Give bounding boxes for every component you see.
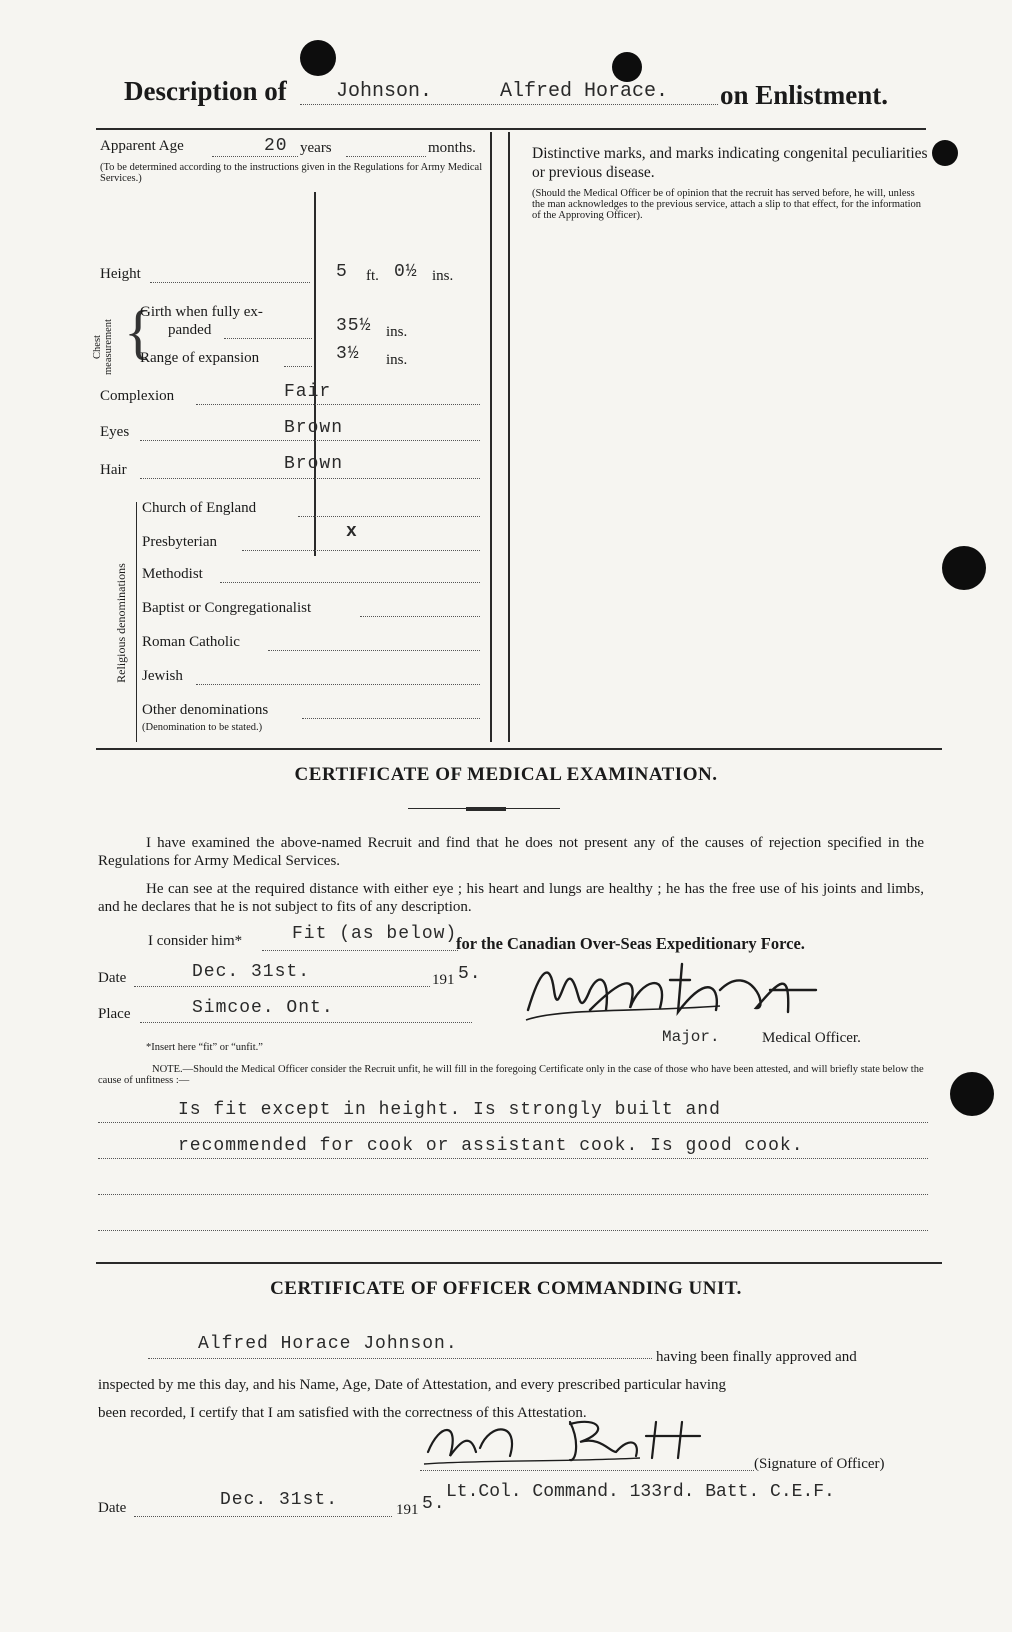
officer-year-digit: 5. — [422, 1494, 446, 1514]
range-value: 3½ — [336, 344, 360, 364]
eyes-label: Eyes — [100, 424, 130, 440]
medical-title-rule-center — [466, 807, 506, 811]
ft-label: ft. — [366, 268, 379, 284]
religion-item: Presbyterian — [142, 534, 217, 550]
marks-note: (Should the Medical Officer be of opinion that the recruit has served before, he will, unless the man acknowledges to the previous service, attach a slip to that effect, for the information of the Approving Officer). — [532, 188, 922, 221]
officer-text-a: having been finally approved and — [656, 1349, 857, 1365]
medical-role: Medical Officer. — [762, 1030, 861, 1046]
remarks-line — [98, 1158, 928, 1159]
header-line — [300, 104, 718, 105]
top-rule — [96, 128, 926, 130]
medical-para1: I have examined the above-named Recruit and find that he does not present any of the causes of rejection specified in the Regulations for Army Medical Services. — [98, 835, 924, 869]
religion-item: Other denominations — [142, 702, 269, 718]
religion-item: Methodist — [142, 566, 203, 582]
girth-value: 35½ — [336, 316, 372, 336]
consider-label: I consider him* — [148, 933, 243, 949]
hair-label: Hair — [100, 462, 127, 478]
height-ft-value: 5 — [336, 262, 348, 282]
religion-line — [302, 718, 480, 719]
religion-line — [360, 616, 480, 617]
years-label: years — [300, 140, 332, 156]
remarks-line — [98, 1230, 928, 1231]
chest-brace: { — [124, 299, 153, 365]
complexion-value: Fair — [284, 382, 332, 402]
officer-rank-unit: Lt.Col. Command. 133rd. Batt. C.E.F. — [446, 1482, 835, 1502]
age-note: (To be determined according to the instructions given in the Regulations for Army Medical Services.) — [100, 162, 483, 184]
medical-date-value: Dec. 31st. — [192, 962, 311, 982]
religion-line — [242, 550, 480, 551]
age-value: 20 — [264, 136, 288, 156]
eyes-value: Brown — [284, 418, 344, 438]
complexion-line — [196, 404, 480, 405]
medical-year-digit: 5. — [458, 964, 482, 984]
medical-title: CERTIFICATE OF MEDICAL EXAMINATION. — [294, 764, 718, 785]
consider-suffix: for the Canadian Over-Seas Expeditionary Force. — [456, 934, 805, 953]
remarks-line-2: recommended for cook or assistant cook. Is good cook. — [178, 1136, 804, 1156]
consider-line — [262, 950, 458, 951]
officer-recruit-name: Alfred Horace Johnson. — [198, 1334, 458, 1354]
height-label: Height — [100, 266, 141, 282]
religion-bracket — [136, 502, 137, 742]
medical-date-label: Date — [98, 970, 127, 986]
punch-hole — [300, 40, 336, 76]
signature-label: (Signature of Officer) — [754, 1456, 885, 1472]
consider-value: Fit (as below) — [292, 924, 458, 944]
hair-value: Brown — [284, 454, 344, 474]
section-rule — [96, 748, 942, 750]
girth-label-1: Girth when fully ex- — [140, 304, 263, 320]
hair-line — [140, 478, 480, 479]
height-in-value: 0½ — [394, 262, 418, 282]
religion-item: Jewish — [142, 668, 183, 684]
header-suffix: on Enlistment. — [720, 80, 889, 110]
officer-name-line — [148, 1358, 652, 1359]
officer-text-c: been recorded, I certify that I am satisfied with the correctness of this Attestation. — [98, 1405, 587, 1421]
ins-label: ins. — [432, 268, 454, 284]
age-label: Apparent Age — [100, 138, 184, 154]
religion-item: Church of England — [142, 500, 257, 516]
medical-year-prefix: 191 — [432, 972, 455, 988]
range-line — [284, 366, 312, 367]
officer-title: CERTIFICATE OF OFFICER COMMANDING UNIT. — [270, 1278, 742, 1299]
range-ins-label: ins. — [386, 352, 408, 368]
months-line — [346, 156, 426, 157]
surname-value: Johnson. — [336, 80, 433, 103]
religion-line — [298, 516, 480, 517]
age-line — [212, 156, 298, 157]
unfit-note: NOTE.—Should the Medical Officer consider the Recruit unfit, he will fill in the foregoing Certificate only in the case of those who have been attested, and will briefly state below the cause of unfitness :— — [98, 1064, 924, 1086]
religion-line — [220, 582, 480, 583]
punch-hole — [612, 52, 642, 82]
punch-hole — [942, 546, 986, 590]
officer-date-value: Dec. 31st. — [220, 1490, 339, 1510]
given-names-value: Alfred Horace. — [500, 80, 669, 103]
officer-date-label: Date — [98, 1500, 127, 1516]
girth-label-2: panded — [168, 322, 212, 338]
religion-item: Roman Catholic — [142, 634, 240, 650]
eyes-line — [140, 440, 480, 441]
signature-line — [420, 1470, 754, 1471]
religion-item: Baptist or Congregationalist — [142, 600, 312, 616]
value-column-line-lower — [490, 132, 492, 742]
section-rule — [96, 1262, 942, 1264]
place-value: Simcoe. Ont. — [192, 998, 334, 1018]
punch-hole — [932, 140, 958, 166]
religion-note: (Denomination to be stated.) — [142, 722, 263, 733]
religion-line — [268, 650, 480, 651]
place-line — [140, 1022, 472, 1023]
officer-year-prefix: 191 — [396, 1502, 419, 1518]
remarks-line-1: Is fit except in height. Is strongly built and — [178, 1100, 721, 1120]
value-column-line — [314, 192, 316, 556]
medical-rank: Major. — [662, 1028, 720, 1046]
remarks-line — [98, 1122, 928, 1123]
medical-para2: He can see at the required distance with either eye ; his heart and lungs are healthy ; he has the free use of his joints and limbs, and he declares that he is not subject to fits of any description. — [98, 881, 924, 915]
insert-note: *Insert here “fit” or “unfit.” — [146, 1042, 263, 1053]
officer-text-b: inspected by me this day, and his Name, Age, Date of Attestation, and every prescribed particular having — [98, 1377, 727, 1393]
religion-side-label: Religious denominations — [114, 563, 128, 683]
girth-ins-label: ins. — [386, 324, 408, 340]
religion-mark: x — [346, 522, 358, 542]
place-label: Place — [98, 1006, 131, 1022]
punch-hole — [950, 1072, 994, 1116]
medical-date-line — [134, 986, 430, 987]
remarks-line — [98, 1194, 928, 1195]
column-divider — [508, 132, 510, 742]
months-label: months. — [428, 140, 476, 156]
officer-date-line — [134, 1516, 392, 1517]
girth-line — [224, 338, 312, 339]
complexion-label: Complexion — [100, 388, 175, 404]
header-prefix: Description of — [124, 76, 287, 106]
religion-line — [196, 684, 480, 685]
chest-label: Chest measurement — [92, 319, 114, 375]
marks-heading: Distinctive marks, and marks indicating congenital peculiarities or previous disease. — [532, 145, 928, 181]
range-label: Range of expansion — [140, 350, 260, 366]
height-line — [150, 282, 310, 283]
commanding-officer-signature — [420, 1412, 720, 1472]
